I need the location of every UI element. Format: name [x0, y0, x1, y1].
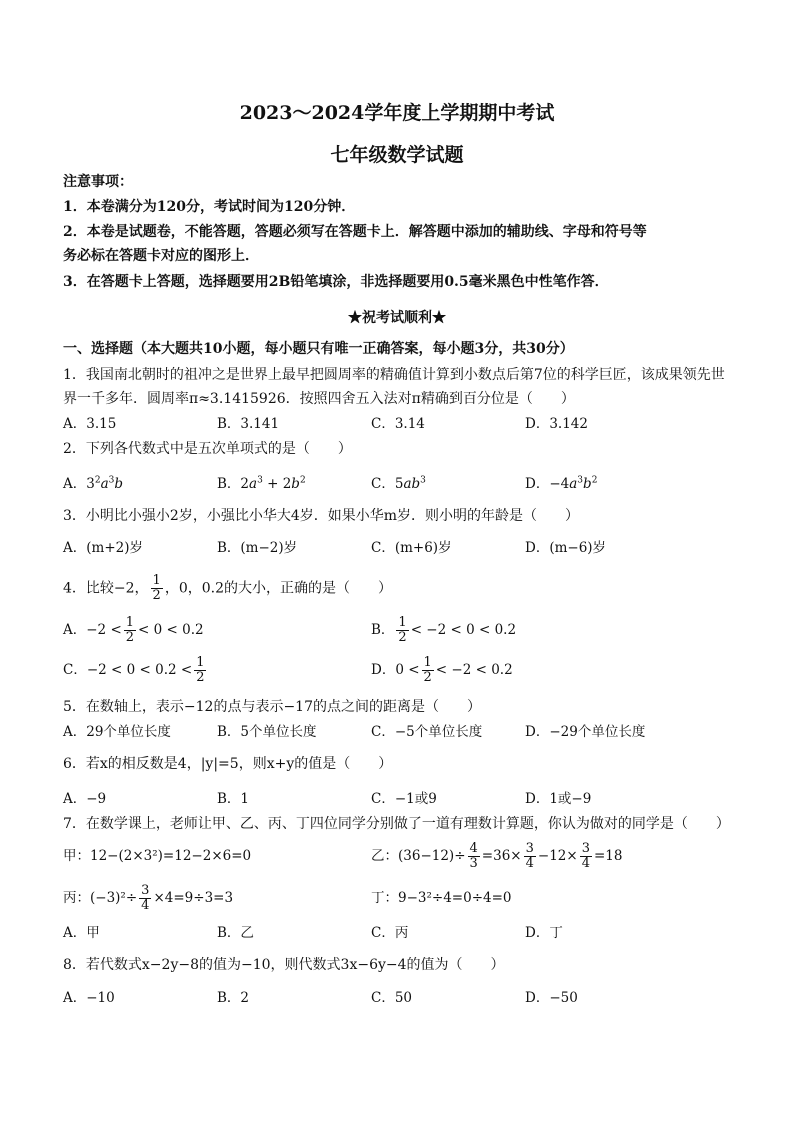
q7-option-a: A．甲 [63, 925, 100, 941]
q7-yi: 乙：(36−12)÷ $\frac{4}{3}$ =36× $\frac{3}{4}$ −12× $\frac{3}{4}$ =18 [371, 841, 623, 871]
q6-stem: 6．若x的相反数是4，|y|=5，则x+y的值是（ ） [63, 756, 393, 772]
q3-option-d: D．(m−6)岁 [525, 540, 607, 556]
q1-line-2: 界一千多年．圆周率π≈3.1415926．按照四舍五入法对π精确到百分位是（ ） [63, 391, 575, 407]
q7-stem: 7．在数学课上，老师让甲、乙、丙、丁四位同学分别做了一道有理数计算题，你认为做对的同学是（ ） [63, 816, 730, 832]
q5-option-d: D．−29个单位长度 [525, 724, 646, 740]
q1-option-c: C．3.14 [371, 416, 425, 432]
notice-item-2a: 2．本卷是试题卷，不能答题，答题必须写在答题卡上．解答题中添加的辅助线、字母和符号等 [63, 224, 647, 240]
notice-heading: 注意事项： [63, 174, 133, 190]
q2-option-a: A．$3^2a^3b$ [63, 475, 124, 492]
q8-option-a: A．−10 [63, 990, 115, 1006]
q4-option-d: D．0 < $\frac{1}{2}$ < −2 < 0.2 [371, 655, 513, 685]
notice-item-2b: 务必标在答题卡对应的图形上． [63, 248, 259, 264]
q2-option-c: C．$5ab^3$ [371, 475, 426, 492]
exam-title: 2023～2024学年度上学期期中考试 [239, 102, 555, 124]
q4-option-c: C．−2 < 0 < 0.2 < $\frac{1}{2}$ [63, 655, 205, 685]
q7-option-d: D．丁 [525, 925, 563, 941]
q1-option-b: B．3.141 [217, 416, 280, 432]
q4-stem: 4．比较−2， $\frac{1}{2}$ ，0，0.2的大小，正确的是（ ） [63, 573, 392, 603]
q1-option-d: D．3.142 [525, 416, 588, 432]
q3-stem: 3．小明比小强小2岁，小强比小华大4岁．如果小华m岁．则小明的年龄是（ ） [63, 508, 579, 524]
section-1-heading: 一、选择题（本大题共10小题，每小题只有唯一正确答案，每小题3分，共30分） [63, 341, 574, 357]
q5-stem: 5．在数轴上，表示−12的点与表示−17的点之间的距离是（ ） [63, 699, 481, 715]
q3-option-c: C．(m+6)岁 [371, 540, 452, 556]
exam-subtitle: 七年级数学试题 [330, 144, 464, 166]
q2-option-d: D．$-4a^3b^2$ [525, 475, 598, 492]
q7-option-c: C．丙 [371, 925, 409, 941]
q8-option-d: D．−50 [525, 990, 578, 1006]
q8-stem: 8．若代数式x−2y−8的值为−10，则代数式3x−6y−4的值为（ ） [63, 957, 505, 973]
q5-option-a: A．29个单位长度 [63, 724, 171, 740]
q6-option-d: D．1或−9 [525, 791, 592, 807]
good-luck-banner: ★祝考试顺利★ [348, 310, 446, 326]
q1-option-a: A．3.15 [63, 416, 117, 432]
q4-option-a: A．−2 < $\frac{1}{2}$ < 0 < 0.2 [63, 615, 204, 645]
q2-option-b: B．$2a^3 + 2b^2$ [217, 475, 306, 492]
q6-option-b: B．1 [217, 791, 250, 807]
q7-jia: 甲：12−(2×3²)=12−2×6=0 [63, 848, 252, 864]
q7-bing: 丙：(−3)²÷ $\frac{3}{4}$ ×4=9÷3=3 [63, 883, 234, 913]
q8-option-c: C．50 [371, 990, 413, 1006]
q4-option-b: B． $\frac{1}{2}$ < −2 < 0 < 0.2 [371, 615, 517, 645]
q5-option-c: C．−5个单位长度 [371, 724, 483, 740]
q3-option-a: A．(m+2)岁 [63, 540, 143, 556]
notice-item-3: 3．在答题卡上答题，选择题要用2B铅笔填涂，非选择题要用0.5毫米黑色中性笔作答． [63, 274, 609, 290]
q8-option-b: B．2 [217, 990, 250, 1006]
q2-stem: 2．下列各代数式中是五次单项式的是（ ） [63, 441, 352, 457]
q6-option-a: A．−9 [63, 791, 107, 807]
q3-option-b: B．(m−2)岁 [217, 540, 298, 556]
q1-line-1: 1．我国南北朝时的祖冲之是世界上最早把圆周率的精确值计算到小数点后第7位的科学巨匠，该成果领先世 [63, 367, 725, 383]
fraction-one-half: $\frac{1}{2}$ [152, 573, 161, 603]
q7-option-b: B．乙 [217, 925, 254, 941]
notice-item-1: 1．本卷满分为120分，考试时间为120分钟． [63, 199, 356, 215]
q7-ding: 丁：9−3²÷4=0÷4=0 [371, 890, 512, 906]
q5-option-b: B．5个单位长度 [217, 724, 317, 740]
q6-option-c: C．−1或9 [371, 791, 437, 807]
